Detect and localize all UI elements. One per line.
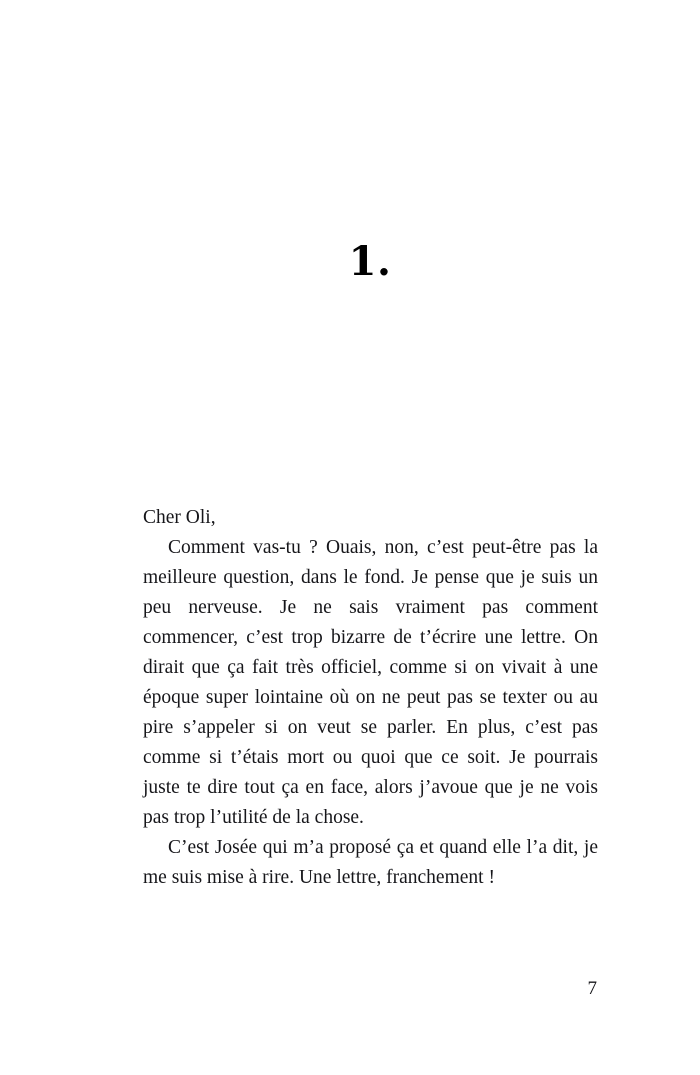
page-number: 7 — [587, 978, 597, 999]
body-paragraph-2: C’est Josée qui m’a proposé ça et quand elle l’a dit, je me suis mise à rire. Une lettre, franchement ! — [143, 837, 598, 888]
letter-salutation: Cher Oli, — [143, 507, 216, 528]
body-paragraph-1: Comment vas-tu ? Ouais, non, c’est peut-être pas la meilleure question, dans le fond. Je pense que je suis un peu nerveuse. Je ne sais vraiment pas comment commencer, c’est trop bizarre de t’écrire une lettre. On dirait que ça fait très officiel, comme si on vivait à une époque super lointaine où on ne peut pas se texter ou au pire s’appeler si on veut se parler. En plus, c’est pas comme si t’étais mort ou quoi que ce soit. Je pourrais juste te dire tout ça en face, alors j’avoue que je ne vois pas trop l’utilité de la chose. — [143, 537, 598, 828]
chapter-number-heading: 1. — [348, 238, 392, 285]
body-text-block — [143, 503, 598, 893]
